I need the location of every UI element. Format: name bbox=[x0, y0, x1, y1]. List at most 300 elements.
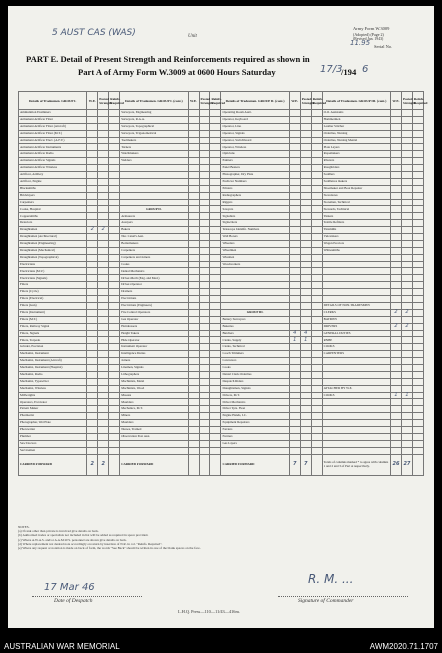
table-cell-trade: Carpenters and Joiners bbox=[120, 254, 188, 261]
table-cell-count bbox=[98, 364, 109, 371]
table-cell-trade: Stevedores bbox=[322, 192, 390, 199]
table-cell-trade bbox=[322, 358, 390, 365]
table-cell-count bbox=[390, 433, 401, 440]
table-cell-trade bbox=[322, 296, 390, 303]
table-cell-count bbox=[210, 247, 221, 254]
table-cell-count bbox=[300, 316, 311, 323]
table-cell-trade bbox=[221, 275, 289, 282]
table-cell-count bbox=[98, 406, 109, 413]
table-cell-count bbox=[109, 234, 120, 241]
table-cell-count bbox=[300, 123, 311, 130]
table-cell-trade: Sawyers bbox=[221, 206, 289, 213]
table-cell-count bbox=[300, 392, 311, 399]
table-cell-count bbox=[210, 358, 221, 365]
table-cell-count bbox=[401, 123, 412, 130]
table-cell-count bbox=[199, 227, 210, 234]
table-cell-count bbox=[311, 240, 322, 247]
table-cell-trade: Roughriders bbox=[322, 165, 390, 172]
table-cell-trade: Mechanics, M.T. bbox=[120, 406, 188, 413]
table-cell-count bbox=[199, 351, 210, 358]
table-cell-count bbox=[87, 247, 98, 254]
printer-imprint: L.H.Q. Press—110—11/43—416m. bbox=[178, 609, 240, 614]
table-cell-trade: Signallers bbox=[221, 213, 289, 220]
table-cell-count bbox=[289, 185, 300, 192]
col-header-trade: Details of Tradesmen. GROUP I. bbox=[19, 92, 87, 110]
table-cell-count bbox=[210, 130, 221, 137]
table-cell-count bbox=[401, 185, 412, 192]
table-cell-count bbox=[98, 351, 109, 358]
table-cell-count bbox=[98, 137, 109, 144]
table-cell-count: 2 bbox=[87, 227, 98, 234]
table-cell-count bbox=[401, 234, 412, 241]
table-cell-count bbox=[289, 213, 300, 220]
table-row bbox=[19, 323, 424, 330]
table-cell-count bbox=[289, 247, 300, 254]
table-row bbox=[19, 165, 424, 172]
table-row bbox=[19, 330, 424, 337]
table-cell-count bbox=[401, 144, 412, 151]
table-cell-trade: Fitters (Cycle) bbox=[19, 289, 87, 296]
table-cell-count bbox=[401, 254, 412, 261]
table-cell-trade: Plumber bbox=[19, 433, 87, 440]
table-cell-count bbox=[401, 240, 412, 247]
table-cell-trade: RNBE bbox=[322, 337, 390, 344]
note-line: (a) If rank other than private is involved give details on back. bbox=[18, 529, 99, 534]
table-cell-trade: Wiremen bbox=[221, 254, 289, 261]
table-cell-count bbox=[412, 296, 423, 303]
table-cell-trade: Bakers bbox=[120, 227, 188, 234]
table-cell-count bbox=[311, 247, 322, 254]
commander-signature-label: Signature of Commander bbox=[298, 598, 354, 604]
table-cell-count bbox=[300, 234, 311, 241]
table-cell-count bbox=[188, 399, 199, 406]
table-cell-trade: Electricians (Engineers) bbox=[120, 302, 188, 309]
table-cell-count bbox=[401, 385, 412, 392]
table-cell-count bbox=[199, 110, 210, 117]
table-cell-count bbox=[87, 433, 98, 440]
table-cell-count bbox=[199, 406, 210, 413]
table-row bbox=[19, 110, 424, 117]
notes-label: NOTES. bbox=[18, 525, 30, 529]
table-cell-trade bbox=[322, 268, 390, 275]
table-cell-trade bbox=[322, 440, 390, 447]
table-cell-count bbox=[390, 420, 401, 427]
table-cell-count bbox=[289, 151, 300, 158]
table-cell-count bbox=[401, 364, 412, 371]
table-row bbox=[19, 137, 424, 144]
table-cell-count bbox=[98, 440, 109, 447]
table-cell-count bbox=[87, 323, 98, 330]
table-cell-count bbox=[188, 268, 199, 275]
table-cell-trade: COOKS bbox=[322, 392, 390, 399]
table-cell-count bbox=[390, 358, 401, 365]
table-cell-count bbox=[210, 413, 221, 420]
table-cell-trade: Clerks, Technical bbox=[221, 344, 289, 351]
table-row bbox=[19, 178, 424, 185]
table-cell-trade bbox=[322, 447, 390, 454]
table-cell-count bbox=[300, 178, 311, 185]
table-cell-count bbox=[289, 323, 300, 330]
table-cell-count bbox=[311, 440, 322, 447]
table-cell-count bbox=[199, 378, 210, 385]
unit-label: Unit bbox=[188, 34, 197, 39]
table-cell-count bbox=[401, 275, 412, 282]
table-cell-count bbox=[300, 275, 311, 282]
table-cell-count bbox=[87, 116, 98, 123]
table-cell-count bbox=[98, 172, 109, 179]
table-cell-count bbox=[390, 227, 401, 234]
table-cell-count bbox=[210, 426, 221, 433]
table-cell-count bbox=[401, 165, 412, 172]
table-cell-count bbox=[289, 240, 300, 247]
table-cell-count bbox=[289, 433, 300, 440]
table-row bbox=[19, 371, 424, 378]
table-cell-trade: Operating Room Asstt. bbox=[221, 110, 289, 117]
table-cell-count bbox=[188, 344, 199, 351]
table-cell-trade bbox=[120, 165, 188, 172]
table-cell-count bbox=[199, 282, 210, 289]
table-cell-count bbox=[98, 275, 109, 282]
table-cell-trade: Operator, Keyboard bbox=[221, 116, 289, 123]
table-cell-count bbox=[87, 289, 98, 296]
table-cell-count bbox=[188, 227, 199, 234]
table-row bbox=[19, 247, 424, 254]
table-row bbox=[19, 406, 424, 413]
table-cell-count bbox=[289, 378, 300, 385]
table-cell-count bbox=[300, 247, 311, 254]
table-cell-count bbox=[311, 261, 322, 268]
table-cell-count bbox=[199, 220, 210, 227]
table-cell-count bbox=[109, 296, 120, 303]
carried-forward-row bbox=[19, 454, 424, 475]
table-cell-count bbox=[188, 199, 199, 206]
despatch-date-handwritten: 17 Mar 46 bbox=[44, 582, 95, 593]
table-row bbox=[19, 185, 424, 192]
table-cell-count bbox=[300, 302, 311, 309]
date-handwritten: 17/3 bbox=[320, 64, 343, 75]
table-cell-count bbox=[98, 206, 109, 213]
table-cell-count bbox=[98, 282, 109, 289]
table-cell-count bbox=[87, 254, 98, 261]
table-cell-trade: Fire Control Operators bbox=[120, 309, 188, 316]
table-cell-count bbox=[199, 213, 210, 220]
table-cell-trade: Draughtsmen bbox=[19, 227, 87, 234]
table-row bbox=[19, 234, 424, 241]
table-cell-trade: Moulders bbox=[120, 420, 188, 427]
table-cell-trade bbox=[322, 275, 390, 282]
table-cell-trade: Driver Mechanics bbox=[221, 399, 289, 406]
table-cell-trade: Engine Hands, I.C. bbox=[221, 413, 289, 420]
table-cell-count bbox=[210, 406, 221, 413]
cf-g3-we: 7 bbox=[289, 454, 300, 475]
table-cell-count bbox=[300, 344, 311, 351]
table-cell-count bbox=[109, 316, 120, 323]
table-cell-trade: Armament Artificer Fitter (M.T.) bbox=[19, 130, 87, 137]
table-cell-count bbox=[210, 178, 221, 185]
table-cell-count bbox=[199, 165, 210, 172]
table-cell-trade: Wheelers bbox=[221, 240, 289, 247]
table-cell-trade: Fitters, Railway Signal bbox=[19, 323, 87, 330]
table-cell-count bbox=[87, 282, 98, 289]
table-cell-count bbox=[210, 116, 221, 123]
table-cell-count bbox=[311, 426, 322, 433]
table-cell-count bbox=[109, 199, 120, 206]
table-cell-trade: Saddletree makers bbox=[322, 178, 390, 185]
table-cell-trade: Armament Artificer Instruments bbox=[19, 144, 87, 151]
table-cell-count bbox=[109, 344, 120, 351]
table-cell-count bbox=[289, 371, 300, 378]
table-cell-count bbox=[87, 420, 98, 427]
table-cell-trade: Mechanist, Instrument bbox=[19, 351, 87, 358]
col-header-reinf: Reinfs. Required bbox=[311, 92, 322, 110]
table-cell-count bbox=[300, 206, 311, 213]
table-cell-count bbox=[109, 151, 120, 158]
table-cell-count bbox=[311, 358, 322, 365]
table-row bbox=[19, 172, 424, 179]
table-cell-trade: Woodworkers bbox=[221, 261, 289, 268]
table-cell-trade: COOKS bbox=[322, 344, 390, 351]
table-cell-count bbox=[311, 227, 322, 234]
table-cell-count bbox=[87, 172, 98, 179]
table-cell-trade: Armament Artificer Wireless bbox=[19, 165, 87, 172]
table-cell-count bbox=[289, 227, 300, 234]
table-cell-count bbox=[188, 378, 199, 385]
table-cell-trade bbox=[221, 282, 289, 289]
table-cell-count bbox=[98, 385, 109, 392]
table-cell-count bbox=[210, 254, 221, 261]
table-cell-trade: DETAILS OF NON-TRADESMEN bbox=[322, 302, 390, 309]
table-cell-count bbox=[188, 234, 199, 241]
table-cell-count bbox=[289, 165, 300, 172]
table-cell-count bbox=[210, 206, 221, 213]
table-cell-count bbox=[109, 206, 120, 213]
table-cell-count bbox=[199, 172, 210, 179]
table-cell-trade: Furriers bbox=[221, 433, 289, 440]
table-cell-count bbox=[98, 289, 109, 296]
table-cell-count: 2 bbox=[390, 323, 401, 330]
table-cell-count bbox=[210, 185, 221, 192]
table-cell-count bbox=[390, 234, 401, 241]
table-cell-count bbox=[210, 337, 221, 344]
table-cell-count bbox=[311, 220, 322, 227]
table-row bbox=[19, 220, 424, 227]
table-cell-count bbox=[98, 344, 109, 351]
table-row bbox=[19, 433, 424, 440]
table-cell-count bbox=[311, 399, 322, 406]
table-cell-count bbox=[412, 234, 423, 241]
table-cell-count bbox=[188, 330, 199, 337]
table-cell-trade: Draughtsmen (Topographical) bbox=[19, 254, 87, 261]
table-cell-count bbox=[87, 330, 98, 337]
table-cell-trade bbox=[120, 192, 188, 199]
table-cell-count bbox=[210, 227, 221, 234]
table-cell-count bbox=[188, 351, 199, 358]
table-cell-trade: Wheelmen bbox=[221, 247, 289, 254]
table-cell-count bbox=[210, 378, 221, 385]
table-cell-count bbox=[412, 337, 423, 344]
table-row bbox=[19, 316, 424, 323]
table-cell-count bbox=[311, 296, 322, 303]
table-cell-count bbox=[199, 371, 210, 378]
table-cell-count bbox=[98, 185, 109, 192]
table-cell-count bbox=[210, 440, 221, 447]
table-row bbox=[19, 420, 424, 427]
table-cell-count bbox=[188, 172, 199, 179]
table-cell-count bbox=[87, 261, 98, 268]
table-cell-count bbox=[87, 123, 98, 130]
table-cell-count bbox=[390, 192, 401, 199]
table-cell-count bbox=[412, 289, 423, 296]
table-cell-count bbox=[188, 240, 199, 247]
table-cell-count bbox=[311, 199, 322, 206]
col-header-we: W.E. bbox=[188, 92, 199, 110]
table-cell-count bbox=[87, 385, 98, 392]
table-cell-count bbox=[401, 378, 412, 385]
table-cell-count bbox=[199, 426, 210, 433]
table-cell-trade: Machinists, Metal bbox=[120, 378, 188, 385]
table-cell-count bbox=[412, 240, 423, 247]
table-cell-count bbox=[300, 227, 311, 234]
table-cell-count bbox=[87, 351, 98, 358]
table-cell-count bbox=[188, 337, 199, 344]
table-cell-trade: Joiners bbox=[120, 358, 188, 365]
table-cell-count bbox=[390, 275, 401, 282]
table-cell-trade: Hairdressers bbox=[120, 323, 188, 330]
cf-g3-reinf bbox=[311, 454, 322, 475]
table-cell-count bbox=[401, 130, 412, 137]
col-header-we: W.E. bbox=[289, 92, 300, 110]
table-cell-count: 4 bbox=[300, 330, 311, 337]
table-cell-trade: Miners bbox=[120, 413, 188, 420]
table-cell-trade: Electricians (M.V.) bbox=[19, 268, 87, 275]
table-cell-count bbox=[188, 220, 199, 227]
table-cell-count bbox=[311, 351, 322, 358]
table-row bbox=[19, 385, 424, 392]
table-cell-trade: Surveyors, Trigonometrical bbox=[120, 130, 188, 137]
table-cell-trade: Armament Artificer Elect. (A.F.V.) bbox=[19, 137, 87, 144]
table-cell-count bbox=[412, 254, 423, 261]
table-cell-count bbox=[289, 358, 300, 365]
table-cell-count bbox=[199, 268, 210, 275]
table-cell-count bbox=[210, 364, 221, 371]
table-cell-count bbox=[98, 426, 109, 433]
col-header-we: W.E. bbox=[87, 92, 98, 110]
table-cell-trade: GROUP III. bbox=[221, 309, 289, 316]
table-cell-count bbox=[390, 440, 401, 447]
table-row bbox=[19, 309, 424, 316]
table-cell-trade: Riggers bbox=[221, 199, 289, 206]
table-cell-count bbox=[98, 199, 109, 206]
table-cell-count bbox=[289, 123, 300, 130]
table-cell-count bbox=[188, 192, 199, 199]
table-cell-count bbox=[210, 151, 221, 158]
table-row bbox=[19, 268, 424, 275]
table-cell-count bbox=[390, 172, 401, 179]
table-cell-count bbox=[390, 296, 401, 303]
col-header-reinf: Reinfs. Required bbox=[210, 92, 221, 110]
table-cell-count bbox=[412, 220, 423, 227]
table-cell-trade bbox=[120, 178, 188, 185]
table-cell-count bbox=[98, 178, 109, 185]
table-cell-trade: GENERAL DUTIES bbox=[322, 330, 390, 337]
table-cell-trade: Mechanist, Instrument (Aircraft) bbox=[19, 358, 87, 365]
table-cell-trade: Fitters (M.T.) bbox=[19, 316, 87, 323]
table-cell-trade: Fitters, Signals bbox=[19, 330, 87, 337]
table-cell-count bbox=[210, 302, 221, 309]
table-cell-count bbox=[87, 240, 98, 247]
table-row bbox=[19, 337, 424, 344]
table-cell-count bbox=[390, 130, 401, 137]
table-cell-trade: Bakeries bbox=[221, 323, 289, 330]
table-cell-count bbox=[289, 220, 300, 227]
table-cell-trade: Watchmakers bbox=[120, 151, 188, 158]
table-cell-count bbox=[109, 116, 120, 123]
table-cell-count bbox=[199, 130, 210, 137]
table-cell-count bbox=[98, 116, 109, 123]
table-cell-trade: Driver-Mech (Eng. and Med.) bbox=[120, 275, 188, 282]
table-cell-count bbox=[401, 296, 412, 303]
table-cell-count bbox=[98, 392, 109, 399]
form-adopted: (Adopted) (Page 2) bbox=[353, 32, 384, 37]
table-cell-count bbox=[210, 296, 221, 303]
table-cell-count bbox=[401, 330, 412, 337]
table-cell-count bbox=[300, 296, 311, 303]
table-cell-count bbox=[289, 351, 300, 358]
table-cell-trade: Opticians bbox=[221, 151, 289, 158]
table-cell-count bbox=[401, 282, 412, 289]
table-cell-count bbox=[199, 385, 210, 392]
table-cell-trade: Signwriters bbox=[221, 220, 289, 227]
table-cell-count bbox=[311, 344, 322, 351]
table-cell-count bbox=[311, 337, 322, 344]
table-cell-count bbox=[188, 247, 199, 254]
table-cell-count bbox=[210, 344, 221, 351]
table-cell-count bbox=[311, 413, 322, 420]
table-cell-count bbox=[311, 268, 322, 275]
table-cell-count bbox=[300, 130, 311, 137]
table-cell-count bbox=[311, 144, 322, 151]
table-cell-count bbox=[289, 447, 300, 454]
table-cell-trade: Artificer, Artillery bbox=[19, 172, 87, 179]
table-cell-trade: Battery Surveyors bbox=[221, 316, 289, 323]
table-cell-trade: Butchers bbox=[221, 330, 289, 337]
table-cell-count bbox=[199, 254, 210, 261]
table-cell-count bbox=[311, 165, 322, 172]
table-cell-count bbox=[109, 165, 120, 172]
table-cell-count bbox=[401, 440, 412, 447]
table-cell-count bbox=[412, 385, 423, 392]
table-cell-count bbox=[390, 144, 401, 151]
table-cell-trade: Operators, Excavator bbox=[19, 399, 87, 406]
table-cell-trade: Textile Refitters bbox=[322, 220, 390, 227]
table-cell-count bbox=[412, 130, 423, 137]
table-cell-count bbox=[289, 302, 300, 309]
table-cell-count bbox=[98, 254, 109, 261]
table-body bbox=[19, 110, 424, 455]
table-cell-trade bbox=[221, 447, 289, 454]
totals-note: Totals of columns marked * to agree with columns 1 and 2 and 3 of Part A respectively. bbox=[322, 454, 390, 475]
table-cell-count bbox=[109, 144, 120, 151]
table-cell-count bbox=[109, 406, 120, 413]
table-cell-count bbox=[311, 110, 322, 117]
table-cell-count bbox=[199, 309, 210, 316]
table-cell-count bbox=[412, 399, 423, 406]
table-cell-count bbox=[390, 337, 401, 344]
table-cell-trade: Armament Artificer Signals bbox=[19, 158, 87, 165]
table-cell-count bbox=[87, 137, 98, 144]
table-row bbox=[19, 378, 424, 385]
table-cell-trade: Mechanist, Radio bbox=[19, 371, 87, 378]
